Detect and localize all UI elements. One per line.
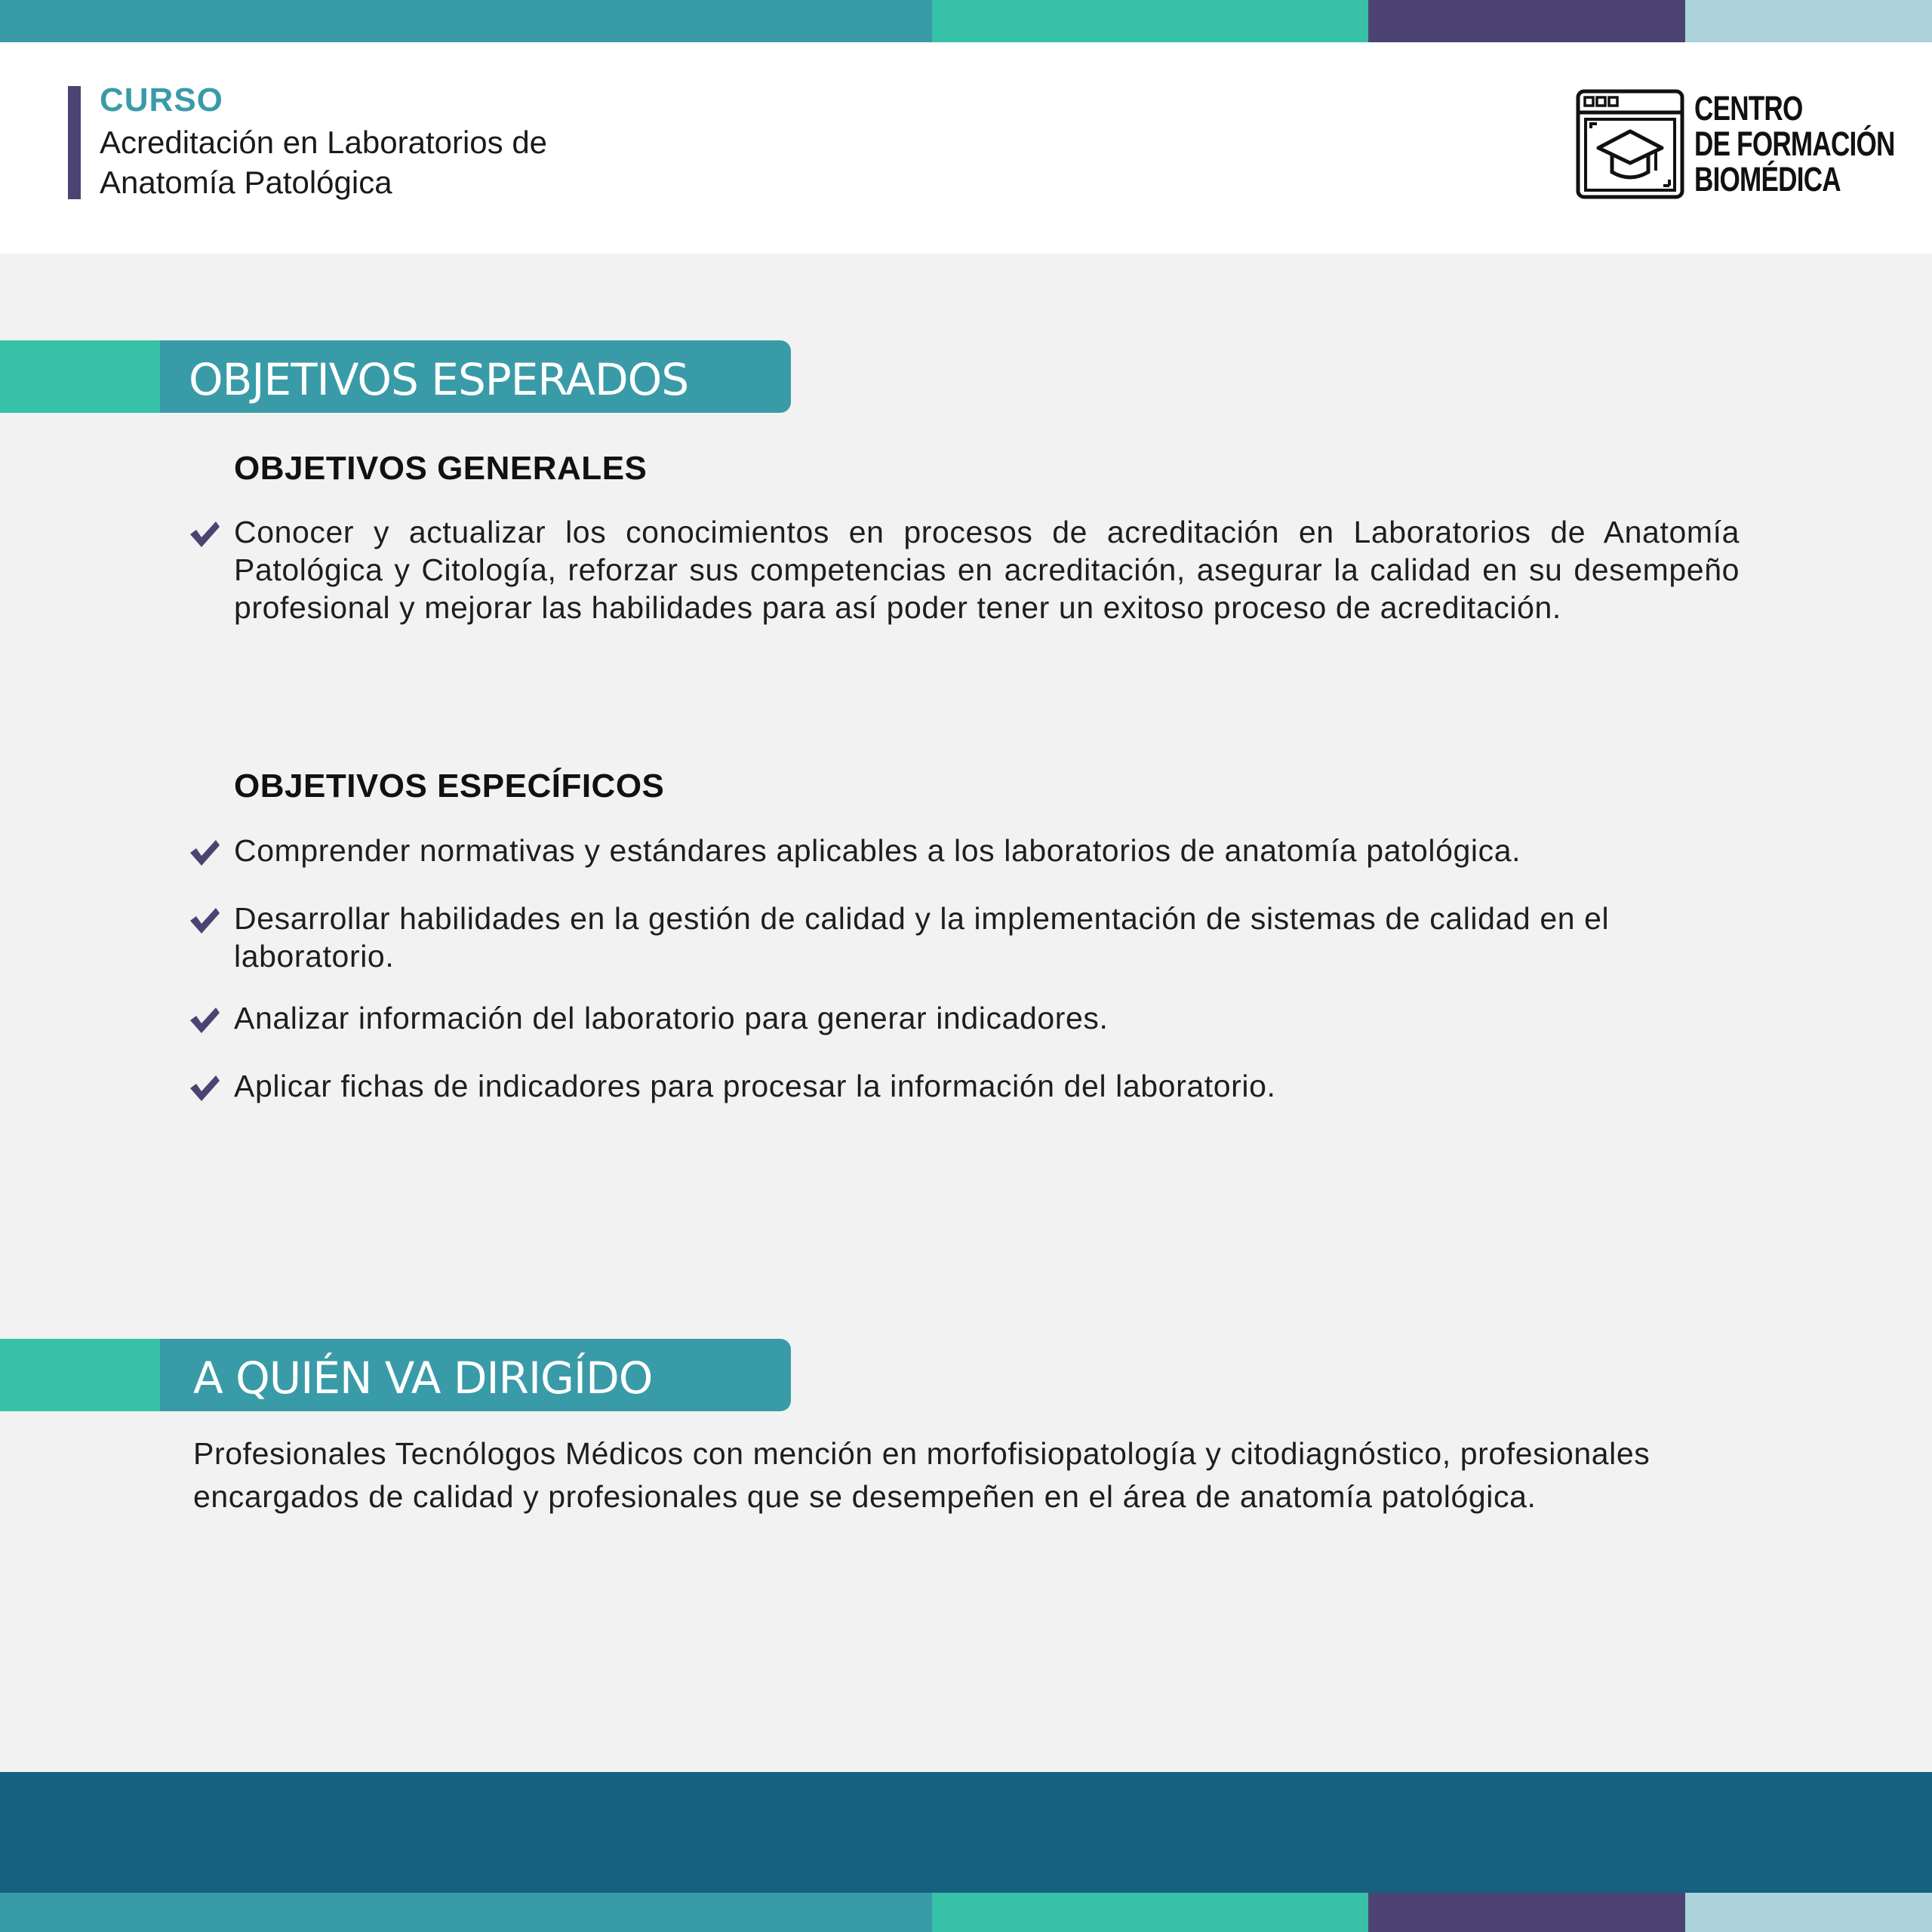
brand-logo-text bbox=[1694, 91, 1895, 197]
course-title-line1: Acreditación en Laboratorios de bbox=[100, 125, 548, 160]
logo-line1: CENTRO bbox=[1694, 89, 1803, 128]
objetivo-especifico-text: Desarrollar habilidades en la gestión de calidad y la implementación de sistemas de calidad en el laboratorio. bbox=[234, 901, 1610, 974]
stripe-segment-teal bbox=[0, 1893, 932, 1932]
checkmark-icon bbox=[189, 838, 220, 868]
objetivo-especifico-text: Aplicar fichas de indicadores para procesar la información del laboratorio. bbox=[234, 1069, 1276, 1103]
footer-band bbox=[0, 1772, 1932, 1893]
course-accent-bar bbox=[68, 86, 81, 199]
checkmark-icon bbox=[189, 519, 220, 549]
objetivos-generales-heading: OBJETIVOS GENERALES bbox=[234, 450, 648, 487]
audiencia-text: Profesionales Tecnólogos Médicos con mención en morfofisiopatología y citodiagnóstico, profesionales encargados de calidad y profesionales que se desempeñen en el área de anatomía patológica. bbox=[193, 1436, 1651, 1514]
objetivo-general-text: Conocer y actualizar los conocimientos en procesos de acreditación en Laboratorios de Anatomía Patológica y Citología, reforzar sus competencias en acreditación, asegurar la calidad en su desempeño profesional y mejorar las habilidades para así poder tener un exitoso proceso de acreditación. bbox=[234, 515, 1740, 625]
stripe-segment-light-blue bbox=[1685, 1893, 1932, 1932]
stripe-segment-mint bbox=[932, 1893, 1368, 1932]
objetivo-especifico-text: Analizar información del laboratorio para generar indicadores. bbox=[234, 1001, 1109, 1035]
audiencia-banner bbox=[0, 1339, 791, 1411]
checkmark-icon bbox=[189, 1005, 220, 1035]
stripe-segment-purple bbox=[1368, 0, 1685, 42]
stripe-segment-teal bbox=[0, 0, 932, 42]
banner-lead-block bbox=[0, 1339, 181, 1411]
course-title-line2: Anatomía Patológica bbox=[100, 165, 392, 200]
logo-line2: DE FORMACIÓN bbox=[1694, 125, 1895, 163]
objetivos-banner bbox=[0, 340, 791, 413]
objetivo-especifico-text: Comprender normativas y estándares aplicables a los laboratorios de anatomía patológica. bbox=[234, 833, 1521, 868]
objetivos-especificos-heading: OBJETIVOS ESPECÍFICOS bbox=[234, 768, 665, 804]
page-header bbox=[0, 42, 1932, 254]
checkmark-icon bbox=[189, 1073, 220, 1103]
stripe-segment-light-blue bbox=[1685, 0, 1932, 42]
stripe-segment-mint bbox=[932, 0, 1368, 42]
graduation-cap-icon bbox=[1576, 89, 1684, 199]
audiencia-banner-title: A QUIÉN VA DIRIGÍDO bbox=[193, 1352, 653, 1404]
top-color-stripe bbox=[0, 0, 1932, 42]
stripe-segment-purple bbox=[1368, 1893, 1685, 1932]
logo-line3: BIOMÉDICA bbox=[1694, 160, 1841, 198]
banner-lead-block bbox=[0, 340, 181, 413]
bottom-color-stripe bbox=[0, 1893, 1932, 1932]
course-title bbox=[100, 122, 547, 202]
checkmark-icon bbox=[189, 906, 220, 936]
objetivos-banner-title: OBJETIVOS ESPERADOS bbox=[189, 354, 689, 405]
course-label: CURSO bbox=[100, 82, 223, 118]
